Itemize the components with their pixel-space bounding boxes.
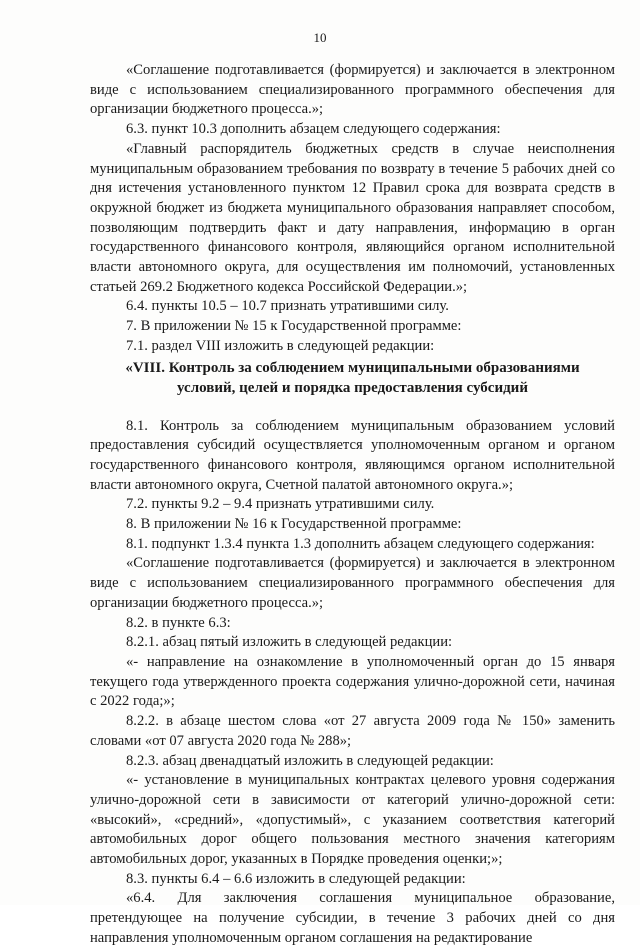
section-heading-line: «VIII. Контроль за соблюдением муниципальными образованиями — [125, 359, 580, 376]
paragraph: «6.4. Для заключения соглашения муниципальное образование, претендующее на получение субсидии, в течение 3 рабочих дней со дня направления уполномоченным органом соглашения на редактирование — [90, 890, 615, 946]
paragraph: 8.1. подпункт 1.3.4 пункта 1.3 дополнить абзацем следующего содержания: — [126, 535, 595, 552]
paragraph: 8.1. Контроль за соблюдением муниципальным образованием условий предоставления субсидий осуществляется уполномоченным органом и органом государственного финансового контроля, являющимся органом исполнительной власти автономного округа, Счетной палатой автономного округа.»; — [90, 417, 615, 493]
paragraph: 7.1. раздел VIII изложить в следующей редакции: — [126, 337, 435, 354]
paragraph: 8.3. пункты 6.4 – 6.6 изложить в следующей редакции: — [126, 870, 466, 887]
document-body — [90, 61, 615, 949]
paragraph: 8.2.3. абзац двенадцатый изложить в следующей редакции: — [126, 752, 494, 769]
paragraph: «- направление на ознакомление в уполномоченный орган до 15 января текущего года утвержденного проекта содержания улично-дорожной сети, начиная с 2022 года;»; — [90, 653, 615, 710]
paragraph: 6.3. пункт 10.3 дополнить абзацем следующего содержания: — [126, 121, 501, 138]
page-number: 10 — [313, 30, 327, 45]
paragraph: 6.4. пункты 10.5 – 10.7 признать утратившими силу. — [126, 298, 449, 315]
paragraph: «Главный распорядитель бюджетных средств в случае неисполнения муниципальным образованием требования по возврату в течение 5 рабочих дней со дня истечения установленного пунктом 12 Правил срока для возврата средств в окружной бюджет из бюджета муниципального образования направляет способом, позволяющим подтвердить факт и дату направления, информацию в орган государственного финансового контроля, являющийся органом исполнительной власти автономного округа, для осуществления им полномочий, установленных статьей 269.2 Бюджетного кодекса Российской Федерации.»; — [90, 140, 615, 295]
paragraph: 8.2. в пункте 6.3: — [126, 614, 231, 631]
paragraph: 8.2.1. абзац пятый изложить в следующей редакции: — [126, 634, 453, 651]
section-heading — [90, 358, 615, 398]
paragraph: 8.2.2. в абзаце шестом слова «от 27 августа 2009 года № 150» заменить словами «от 07 августа 2020 года № 288»; — [90, 713, 615, 749]
paragraph: «Соглашение подготавливается (формируется) и заключается в электронном виде с использованием специализированного программного обеспечения для организации бюджетного процесса.»; — [90, 555, 615, 611]
paragraph: 7.2. пункты 9.2 – 9.4 признать утратившими силу. — [126, 496, 435, 513]
paragraph: 8. В приложении № 16 к Государственной программе: — [126, 516, 462, 533]
paragraph: «Соглашение подготавливается (формируется) и заключается в электронном виде с использованием специализированного программного обеспечения для организации бюджетного процесса.»; — [90, 62, 615, 118]
spacer — [90, 398, 615, 417]
section-heading-line: условий, целей и порядка предоставления субсидий — [177, 379, 528, 396]
paragraph: «- установление в муниципальных контрактах целевого уровня содержания улично-дорожной сети в зависимости от категорий улично-дорожной сети: «высокий», «средний», «допустимый», с указанием соответствия категорий автомобильных дорог общего пользования местного значения категориям автомобильных дорог, указанных в Порядке проведения оценки;»; — [90, 772, 615, 868]
paragraph: 7. В приложении № 15 к Государственной программе: — [126, 318, 462, 335]
